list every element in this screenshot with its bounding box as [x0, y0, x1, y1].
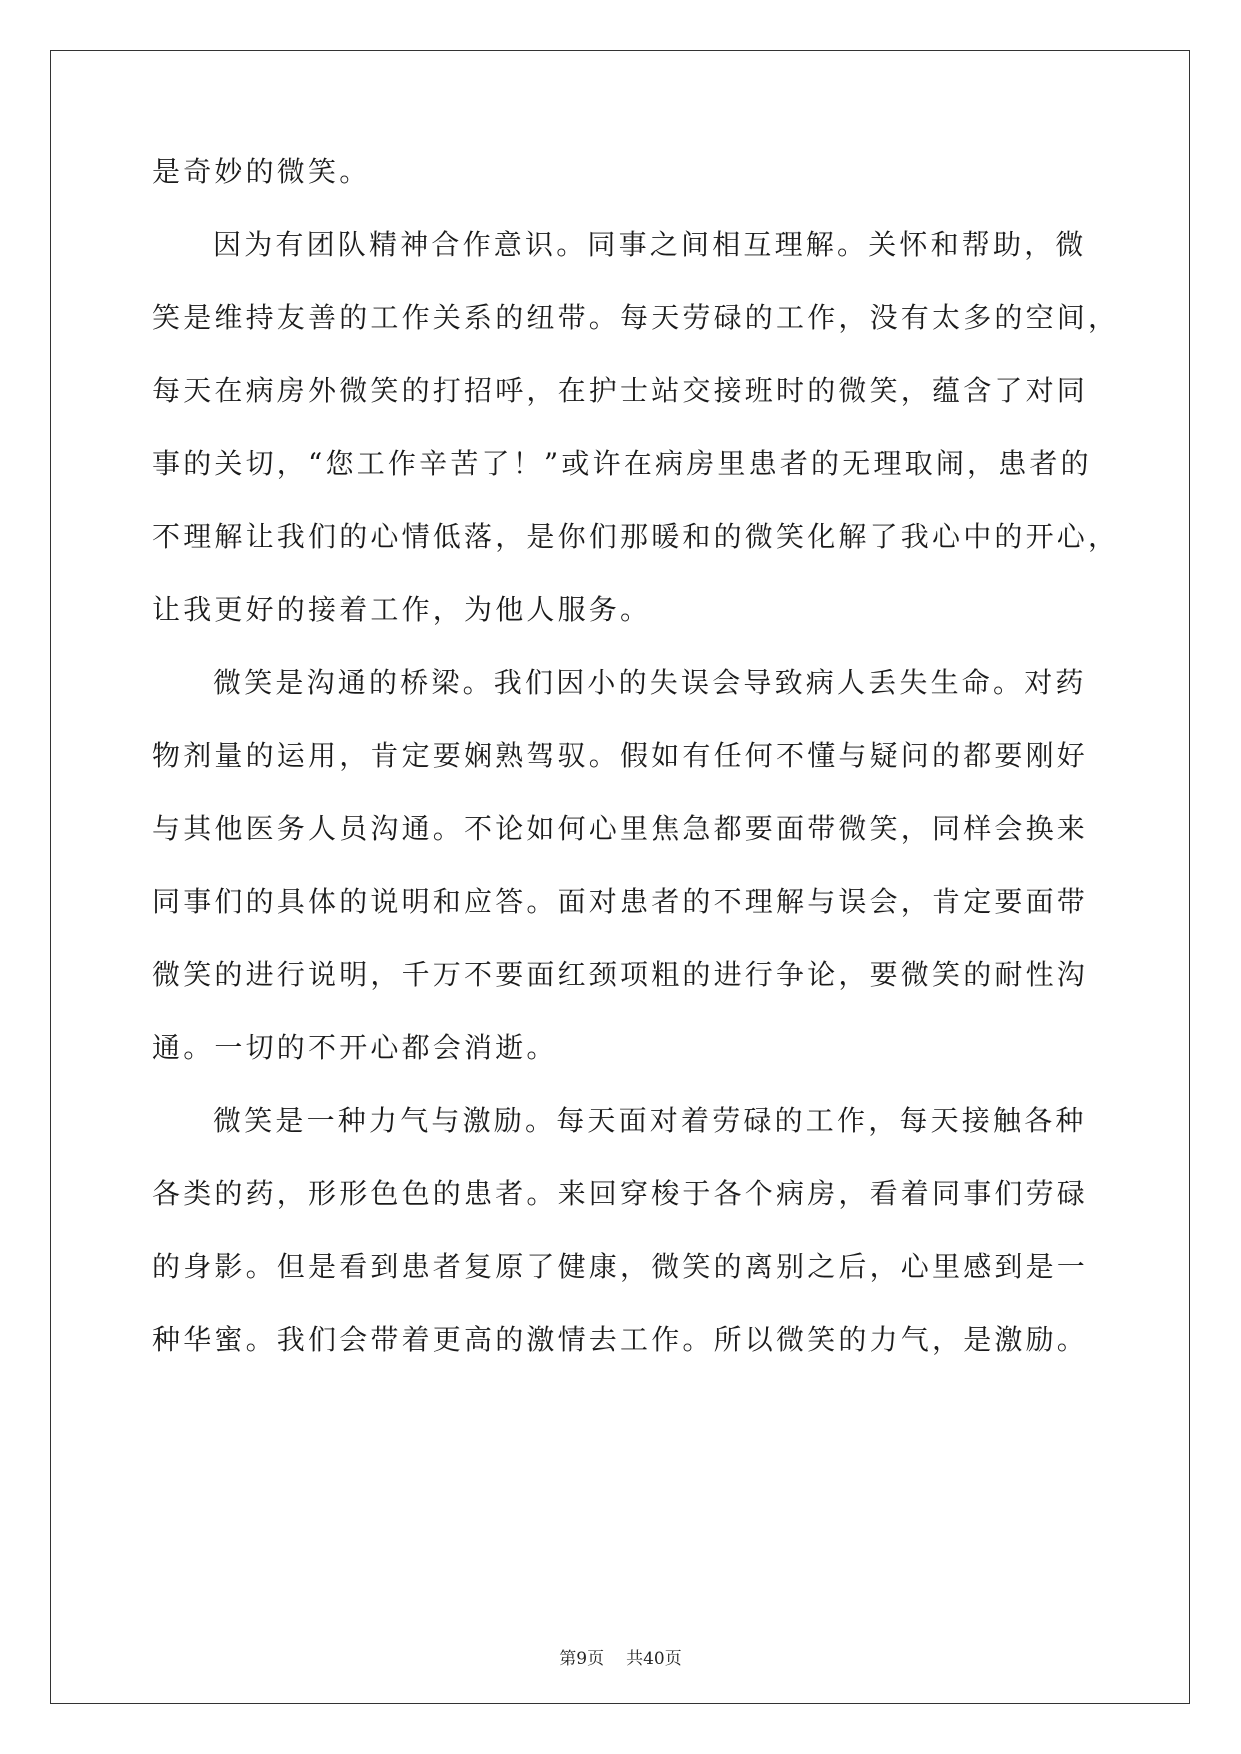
text-line: 让我更好的接着工作，为他人服务。 — [152, 593, 652, 626]
text-line: 物剂量的运用，肯定要娴熟驾驭。假如有任何不懂与疑问的都要刚好 — [152, 739, 1089, 772]
text-line: 笑是维持友善的工作关系的纽带。每天劳碌的工作，没有太多的空间， — [152, 301, 1120, 334]
text-line: 微笑是一种力气与激励。每天面对着劳碌的工作，每天接触各种 — [213, 1104, 1087, 1137]
text-line: 事的关切，“您工作辛苦了！”或许在病房里患者的无理取闹，患者的 — [152, 447, 1092, 480]
text-line: 微笑是沟通的桥梁。我们因小的失误会导致病人丢失生命。对药 — [213, 666, 1087, 699]
text-line: 微笑的进行说明，千万不要面红颈项粗的进行争论，要微笑的耐性沟 — [152, 958, 1089, 991]
total-pages-count: 共40页 — [626, 1649, 682, 1669]
text-line: 是奇妙的微笑。 — [152, 155, 371, 188]
text-line: 每天在病房外微笑的打招呼，在护士站交接班时的微笑，蕴含了对同 — [152, 374, 1089, 407]
text-line: 种华蜜。我们会带着更高的激情去工作。所以微笑的力气，是激励。 — [152, 1323, 1089, 1356]
text-line: 各类的药，形形色色的患者。来回穿梭于各个病房，看着同事们劳碌 — [152, 1177, 1089, 1210]
current-page-number: 第9页 — [559, 1649, 605, 1669]
text-line: 因为有团队精神合作意识。同事之间相互理解。关怀和帮助，微 — [213, 228, 1087, 261]
page-footer — [0, 1648, 1241, 1670]
text-line: 同事们的具体的说明和应答。面对患者的不理解与误会，肯定要面带 — [152, 885, 1089, 918]
text-line: 通。一切的不开心都会消逝。 — [152, 1031, 558, 1064]
text-line: 与其他医务人员沟通。不论如何心里焦急都要面带微笑，同样会换来 — [152, 812, 1089, 845]
text-line: 的身影。但是看到患者复原了健康，微笑的离别之后，心里感到是一 — [152, 1250, 1089, 1283]
text-line: 不理解让我们的心情低落，是你们那暖和的微笑化解了我心中的开心， — [152, 520, 1120, 553]
